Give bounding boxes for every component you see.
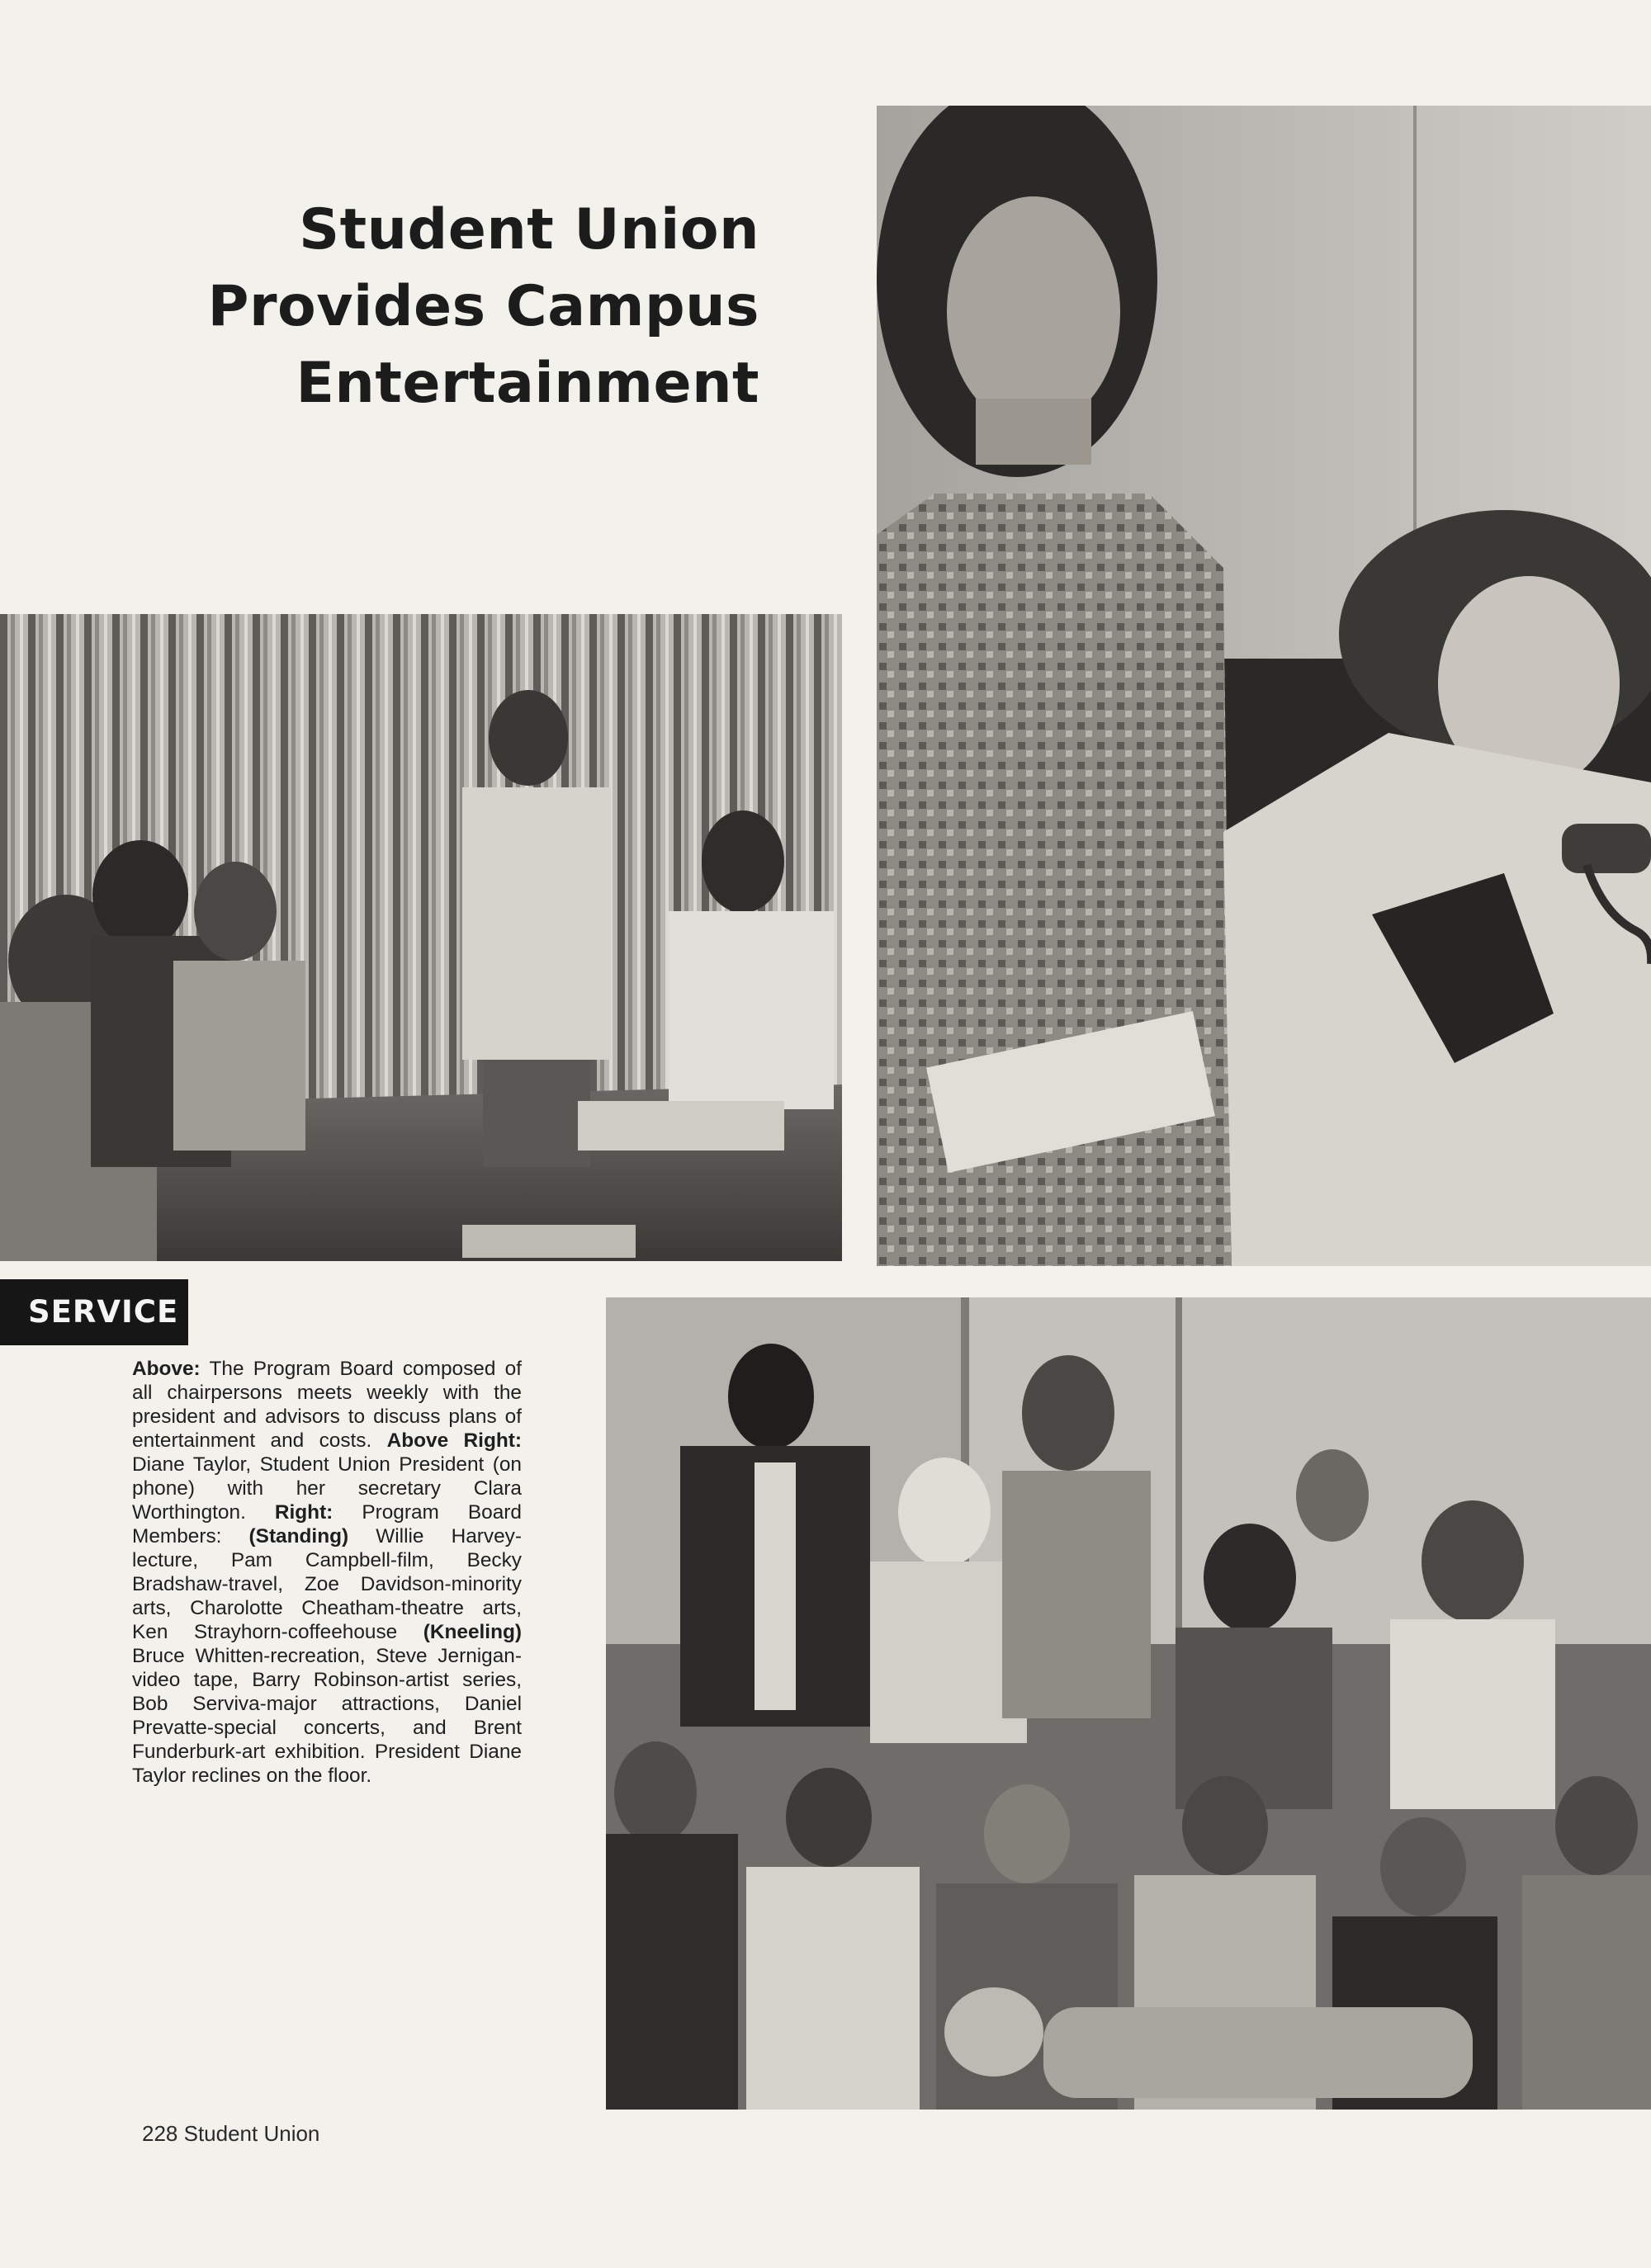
caption-text-above: The Program Board composed of all chairpersons meets weekly with the president and advisors to discuss plans of entertainment and costs. xyxy=(132,1358,522,1452)
caption-label-kneeling: (Kneeling) xyxy=(423,1621,522,1643)
caption-label-standing: (Standing) xyxy=(248,1525,349,1547)
caption-label-above-right: Above Right: xyxy=(386,1429,522,1452)
photo-program-board-meeting xyxy=(0,614,842,1261)
page-folio: 228 Student Union xyxy=(142,2121,320,2146)
title-line-3: Entertainment xyxy=(296,351,759,416)
photo-caption xyxy=(132,1357,522,1788)
section-badge: SERVICE xyxy=(0,1279,188,1345)
group-photo-image xyxy=(606,1297,1651,2110)
meeting-photo-image xyxy=(0,614,842,1261)
title-line-1: Student Union xyxy=(299,197,759,262)
caption-text-above-right: Diane Taylor, Student Union President (on phone) with her secretary Clara Worthington. xyxy=(132,1453,522,1524)
caption-text-right: Program Board Members: xyxy=(132,1501,522,1547)
caption-label-above: Above: xyxy=(132,1358,201,1380)
photo-president-on-phone xyxy=(877,106,1651,1266)
caption-label-right: Right: xyxy=(274,1501,334,1524)
caption-text-standing: Willie Harvey-lecture, Pam Campbell-film, Becky Bradshaw-travel, Zoe Davidson-minority arts, Charolotte Cheatham-theatre arts, Ken Strayhorn-coffeehouse xyxy=(132,1525,522,1643)
photo-program-board-members xyxy=(606,1297,1651,2110)
title-line-2: Provides Campus xyxy=(207,274,759,339)
page-title xyxy=(198,191,759,422)
phone-photo-image xyxy=(877,106,1651,1266)
caption-text-kneeling: Bruce Whitten-recreation, Steve Jernigan-video tape, Barry Robinson-artist series, Bob Serviva-major attractions, Daniel Prevatte-special concerts, and Brent Funderburk-art exhibition. President Diane Taylor reclines on the floor. xyxy=(132,1645,522,1787)
